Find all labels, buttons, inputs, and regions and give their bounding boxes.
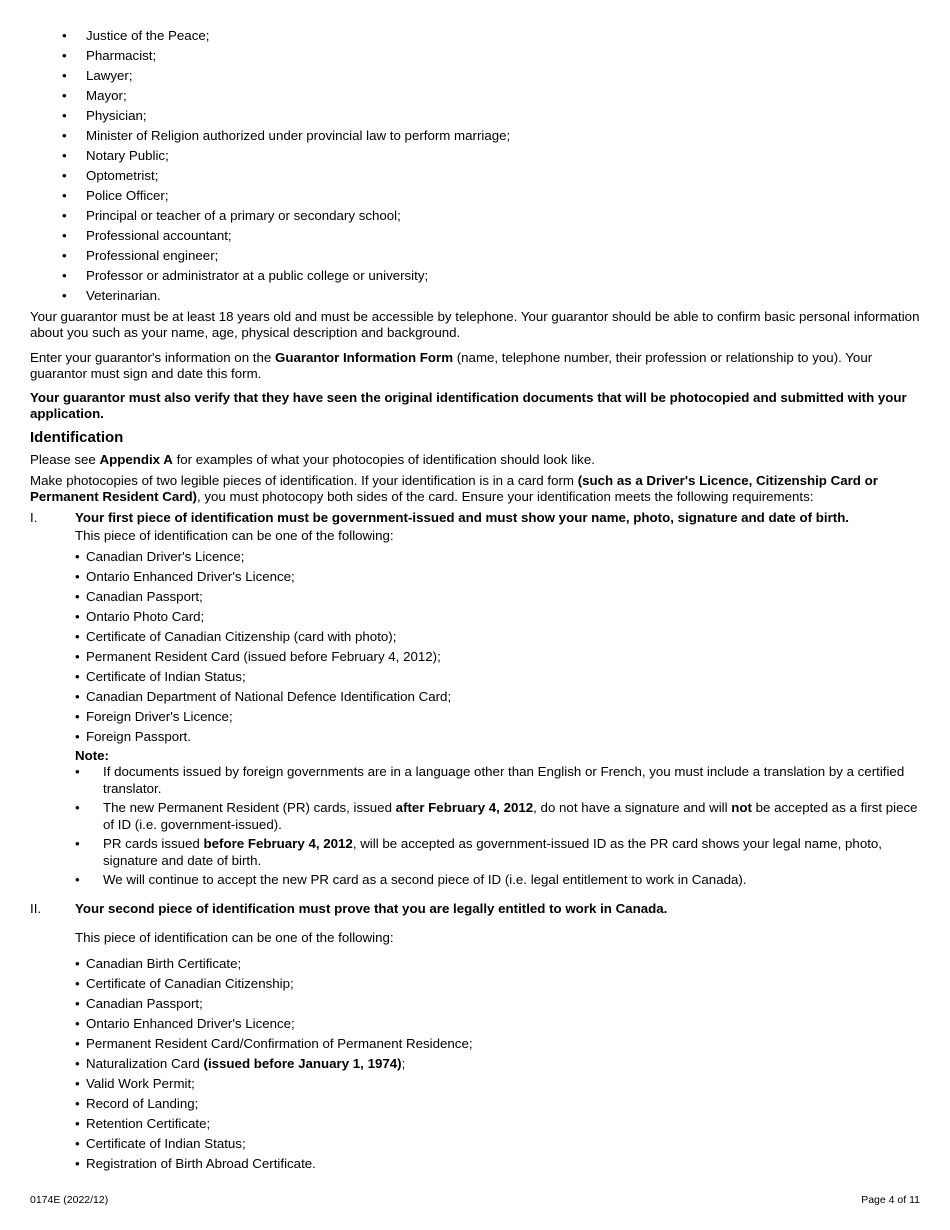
bullet: • — [75, 649, 80, 664]
list-item-text: Professional engineer; — [86, 248, 219, 263]
photocopy-paragraph — [30, 473, 920, 505]
bullet: • — [75, 689, 80, 704]
list-item — [75, 628, 920, 648]
list-item-text: Ontario Photo Card; — [86, 609, 205, 624]
list-item-text: Foreign Passport. — [86, 729, 191, 744]
list-item — [75, 608, 920, 628]
list-item — [75, 1055, 920, 1075]
guarantor-profession-list — [30, 27, 920, 307]
bullet: • — [62, 208, 67, 223]
bullet: • — [75, 872, 80, 887]
bullet: • — [75, 836, 80, 851]
bullet: • — [62, 108, 67, 123]
text-run: for examples of what your photocopies of identification should look like. — [172, 452, 595, 467]
list-item-text: Registration of Birth Abroad Certificate. — [86, 1155, 316, 1171]
list-item — [75, 588, 920, 608]
list-item — [75, 1115, 920, 1135]
bullet: • — [75, 1115, 80, 1131]
list-item-text: Justice of the Peace; — [86, 28, 210, 43]
bullet: • — [75, 609, 80, 624]
guarantor-age-paragraph: Your guarantor must be at least 18 years old and must be accessible by telephone. Your guarantor should be able to confirm basic personal information about you such as your name, age, physical description and background. — [30, 309, 920, 340]
list-item-text: Canadian Passport; — [86, 589, 203, 604]
list-item — [75, 1135, 920, 1155]
list-item — [75, 1095, 920, 1115]
guarantor-form-paragraph — [30, 350, 920, 382]
bullet: • — [75, 1035, 80, 1051]
list-item-text: Foreign Driver's Licence; — [86, 709, 233, 724]
bullet: • — [62, 28, 67, 43]
bullet: • — [75, 764, 80, 779]
bullet: • — [62, 168, 67, 183]
identification-heading: Identification — [30, 429, 124, 446]
first-id-section — [30, 510, 920, 889]
list-item — [30, 247, 920, 267]
list-item — [75, 668, 920, 688]
list-item-text: Professional accountant; — [86, 228, 232, 243]
bullet: • — [75, 955, 80, 971]
second-id-list — [75, 955, 920, 1175]
bullet: • — [75, 800, 80, 815]
text-run: , do not have a signature and will — [533, 800, 732, 815]
bullet: • — [75, 1155, 80, 1171]
section-number: I. — [30, 510, 38, 525]
list-item-text: Certificate of Canadian Citizenship (card with photo); — [86, 629, 397, 644]
document-page — [30, 27, 920, 1175]
list-item — [75, 568, 920, 588]
text-run: Please see — [30, 452, 100, 467]
list-item-text: Police Officer; — [86, 188, 169, 203]
list-item — [30, 47, 920, 67]
bullet: • — [75, 995, 80, 1011]
list-item-text: Permanent Resident Card/Confirmation of Permanent Residence; — [86, 1035, 473, 1051]
form-id: 0174E (2022/12) — [30, 1194, 109, 1206]
list-item — [30, 267, 920, 287]
text-run: not — [731, 800, 752, 815]
list-item-text: Certificate of Indian Status; — [86, 669, 246, 684]
list-item — [30, 187, 920, 207]
bullet: • — [75, 549, 80, 564]
bullet: • — [75, 1075, 80, 1091]
first-id-subtext: This piece of identification can be one of the following: — [75, 528, 394, 543]
bullet: • — [62, 148, 67, 163]
list-item — [75, 648, 920, 668]
appendix-paragraph — [30, 452, 920, 468]
list-item-text: Principal or teacher of a primary or secondary school; — [86, 208, 401, 223]
list-item-text: Mayor; — [86, 88, 127, 103]
note-item — [75, 800, 920, 833]
list-item — [75, 708, 920, 728]
page-number: Page 4 of 11 — [861, 1194, 920, 1206]
list-item — [30, 107, 920, 127]
list-item-text: Canadian Driver's Licence; — [86, 549, 245, 564]
list-item — [30, 227, 920, 247]
bullet: • — [75, 569, 80, 584]
bullet: • — [75, 729, 80, 744]
list-item-text: Professor or administrator at a public college or university; — [86, 268, 429, 283]
note-item — [75, 836, 920, 869]
bullet: • — [62, 48, 67, 63]
list-item — [30, 167, 920, 187]
text-run: before February 4, 2012 — [203, 836, 353, 851]
list-item-text: Permanent Resident Card (issued before February 4, 2012); — [86, 649, 441, 664]
section-number: II. — [30, 900, 42, 916]
list-item — [30, 87, 920, 107]
second-id-subtext: This piece of identification can be one of the following: — [75, 929, 394, 945]
bullet: • — [75, 709, 80, 724]
list-item-text: Retention Certificate; — [86, 1115, 211, 1131]
text-run: PR cards issued — [103, 836, 204, 851]
bullet: • — [62, 88, 67, 103]
list-item — [75, 1155, 920, 1175]
list-item-text: Pharmacist; — [86, 48, 157, 63]
bullet: • — [62, 288, 67, 303]
bullet: • — [75, 1055, 80, 1071]
note-label: Note: — [75, 748, 109, 763]
bullet: • — [75, 669, 80, 684]
card-examples: (such as a Driver's Licence, Citizenship Card or Permanent Resident Card) — [30, 473, 878, 504]
bullet: • — [75, 1095, 80, 1111]
second-id-section — [30, 901, 920, 1175]
text-run: Naturalization Card — [86, 1055, 204, 1071]
bullet: • — [75, 1015, 80, 1031]
list-item-text: Ontario Enhanced Driver's Licence; — [86, 569, 295, 584]
list-item-text: Canadian Birth Certificate; — [86, 955, 242, 971]
note-item — [75, 764, 920, 797]
list-item-text: Record of Landing; — [86, 1095, 199, 1111]
text-run: be accepted as a first piece of ID (i.e. government-issued). — [103, 800, 918, 832]
list-item-text: Certificate of Canadian Citizenship; — [86, 975, 294, 991]
list-item — [30, 127, 920, 147]
bullet: • — [62, 68, 67, 83]
note-text: If documents issued by foreign governments are in a language other than English or French, you must include a translation by a certified translator. — [103, 764, 905, 796]
bullet: • — [62, 228, 67, 243]
bullet: • — [62, 248, 67, 263]
list-item — [75, 728, 920, 748]
list-item-text: Certificate of Indian Status; — [86, 1135, 246, 1151]
text-run: after February 4, 2012 — [395, 800, 534, 815]
bullet: • — [75, 975, 80, 991]
list-item-text: Notary Public; — [86, 148, 169, 163]
text-run: Make photocopies of two legible pieces of identification. If your identification is in a card form — [30, 473, 578, 488]
first-id-list — [75, 548, 920, 748]
list-item — [75, 995, 920, 1015]
list-item-text: Optometrist; — [86, 168, 159, 183]
text-run: The new Permanent Resident (PR) cards, issued — [103, 800, 396, 815]
second-id-heading: Your second piece of identification must prove that you are legally entitled to work in Canada. — [75, 900, 668, 916]
bullet: • — [75, 1135, 80, 1151]
note-item — [75, 872, 920, 889]
list-item-text: Minister of Religion authorized under provincial law to perform marriage; — [86, 128, 511, 143]
list-item — [75, 548, 920, 568]
bullet: • — [62, 268, 67, 283]
text-run: , you must photocopy both sides of the card. Ensure your identification meets the following requirements: — [197, 489, 814, 504]
list-item — [30, 287, 920, 307]
list-item-text: Physician; — [86, 108, 147, 123]
guarantor-verify-paragraph: Your guarantor must also verify that they have seen the original identification documents that will be photocopied and submitted with your application. — [30, 390, 907, 421]
list-item-text: Canadian Department of National Defence Identification Card; — [86, 689, 452, 704]
text-run: , will be accepted as government-issued ID as the PR card shows your legal name, photo, signature and date of birth. — [103, 836, 883, 868]
list-item — [75, 975, 920, 995]
note-text: We will continue to accept the new PR card as a second piece of ID (i.e. legal entitlement to work in Canada). — [103, 872, 747, 887]
text-run: ; — [401, 1055, 406, 1071]
list-item-text: Lawyer; — [86, 68, 133, 83]
text-run: (name, telephone number, their profession or relationship to you). Your guarantor must sign and date this form. — [30, 350, 873, 381]
list-item — [75, 1035, 920, 1055]
list-item — [75, 1015, 920, 1035]
appendix-reference: Appendix A — [99, 452, 173, 467]
list-item — [30, 27, 920, 47]
bullet: • — [75, 629, 80, 644]
list-item — [75, 955, 920, 975]
list-item — [30, 67, 920, 87]
list-item — [75, 688, 920, 708]
list-item — [30, 207, 920, 227]
bullet: • — [75, 589, 80, 604]
list-item-text: Ontario Enhanced Driver's Licence; — [86, 1015, 295, 1031]
note-list — [75, 764, 920, 889]
list-item-text: Valid Work Permit; — [86, 1075, 195, 1091]
bullet: • — [62, 188, 67, 203]
list-item — [75, 1075, 920, 1095]
text-run: Enter your guarantor's information on the — [30, 350, 275, 365]
text-run: (issued before January 1, 1974) — [203, 1055, 402, 1071]
bullet: • — [62, 128, 67, 143]
list-item-text: Veterinarian. — [86, 288, 161, 303]
list-item-text: Canadian Passport; — [86, 995, 203, 1011]
guarantor-form-name: Guarantor Information Form — [274, 350, 454, 365]
first-id-heading: Your first piece of identification must be government-issued and must show your name, photo, signature and date of birth. — [75, 510, 850, 525]
list-item — [30, 147, 920, 167]
